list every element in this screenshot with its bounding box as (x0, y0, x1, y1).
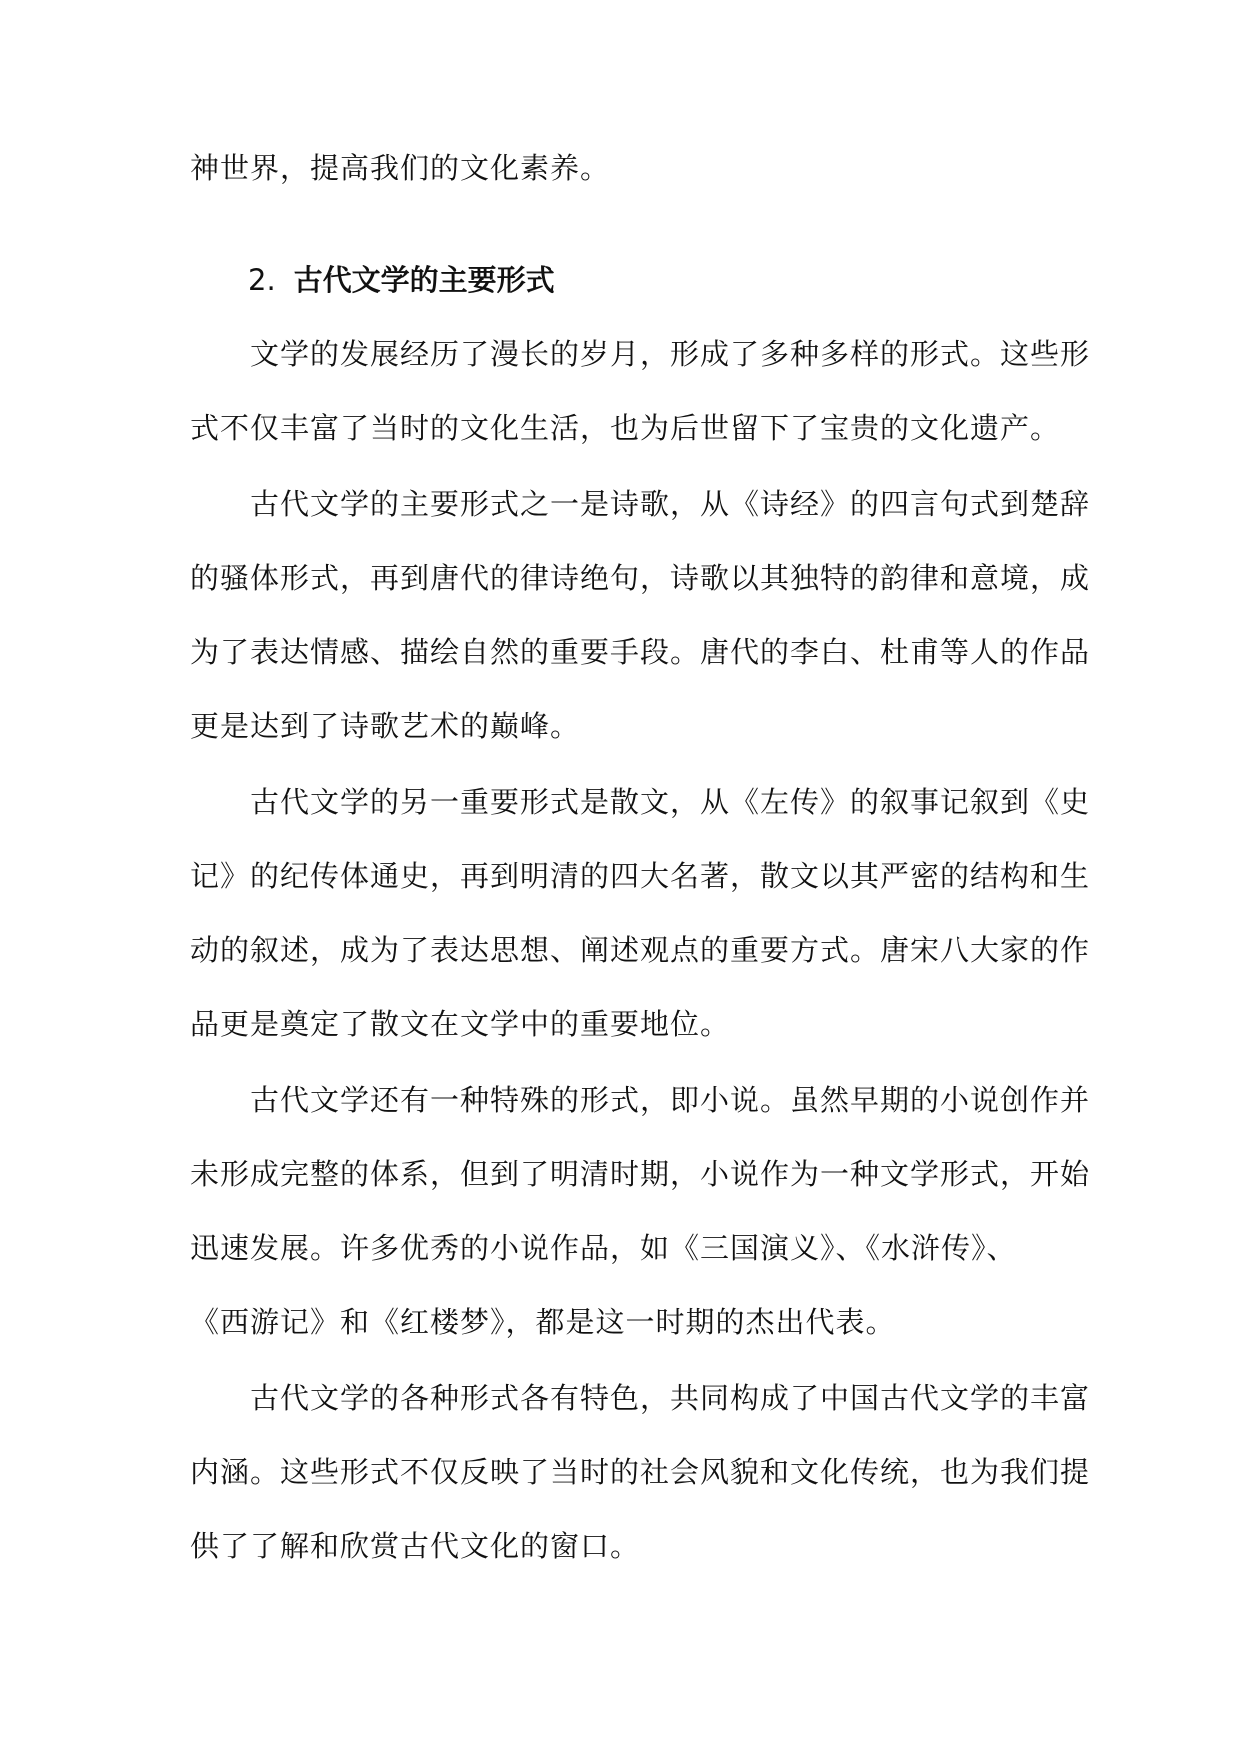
paragraph-line: 文学的发展经历了漫长的岁月，形成了多种多样的形式。这些形 (250, 337, 1091, 371)
paragraph-line: 供了了解和欣赏古代文化的窗口。 (190, 1529, 641, 1563)
paragraph-line: 记》的纪传体通史，再到明清的四大名著，散文以其严密的结构和生 (190, 859, 1091, 893)
paragraph-line: 神世界，提高我们的文化素养。 (190, 151, 611, 185)
paragraph-line: 古代文学的各种形式各有特色，共同构成了中国古代文学的丰富 (250, 1381, 1091, 1415)
paragraph-line: 为了表达情感、描绘自然的重要手段。唐代的李白、杜甫等人的作品 (190, 635, 1091, 669)
section-heading (248, 260, 555, 300)
paragraph-line: 迅速发展。许多优秀的小说作品，如《三国演义》、《水浒传》、 (190, 1231, 1017, 1265)
paragraph-line: 内涵。这些形式不仅反映了当时的社会风貌和文化传统，也为我们提 (190, 1455, 1091, 1489)
section-title: 古代文学的主要形式 (293, 263, 555, 297)
paragraph-line: 式不仅丰富了当时的文化生活，也为后世留下了宝贵的文化遗产。 (190, 411, 1061, 445)
paragraph-line: 《西游记》和《红楼梦》，都是这一时期的杰出代表。 (190, 1305, 896, 1339)
paragraph-line: 未形成完整的体系，但到了明清时期，小说作为一种文学形式，开始 (190, 1157, 1091, 1191)
section-number: 2. (248, 263, 276, 297)
paragraph-line: 品更是奠定了散文在文学中的重要地位。 (190, 1007, 731, 1041)
paragraph-line: 古代文学的另一重要形式是散文，从《左传》的叙事记叙到《史 (250, 785, 1091, 819)
paragraph-line: 的骚体形式，再到唐代的律诗绝句，诗歌以其独特的韵律和意境，成 (190, 561, 1091, 595)
paragraph-line: 古代文学的主要形式之一是诗歌，从《诗经》的四言句式到楚辞 (250, 487, 1091, 521)
paragraph-line: 更是达到了诗歌艺术的巅峰。 (190, 709, 581, 743)
paragraph-line: 动的叙述，成为了表达思想、阐述观点的重要方式。唐宋八大家的作 (190, 933, 1091, 967)
paragraph-line: 古代文学还有一种特殊的形式，即小说。虽然早期的小说创作并 (250, 1083, 1091, 1117)
